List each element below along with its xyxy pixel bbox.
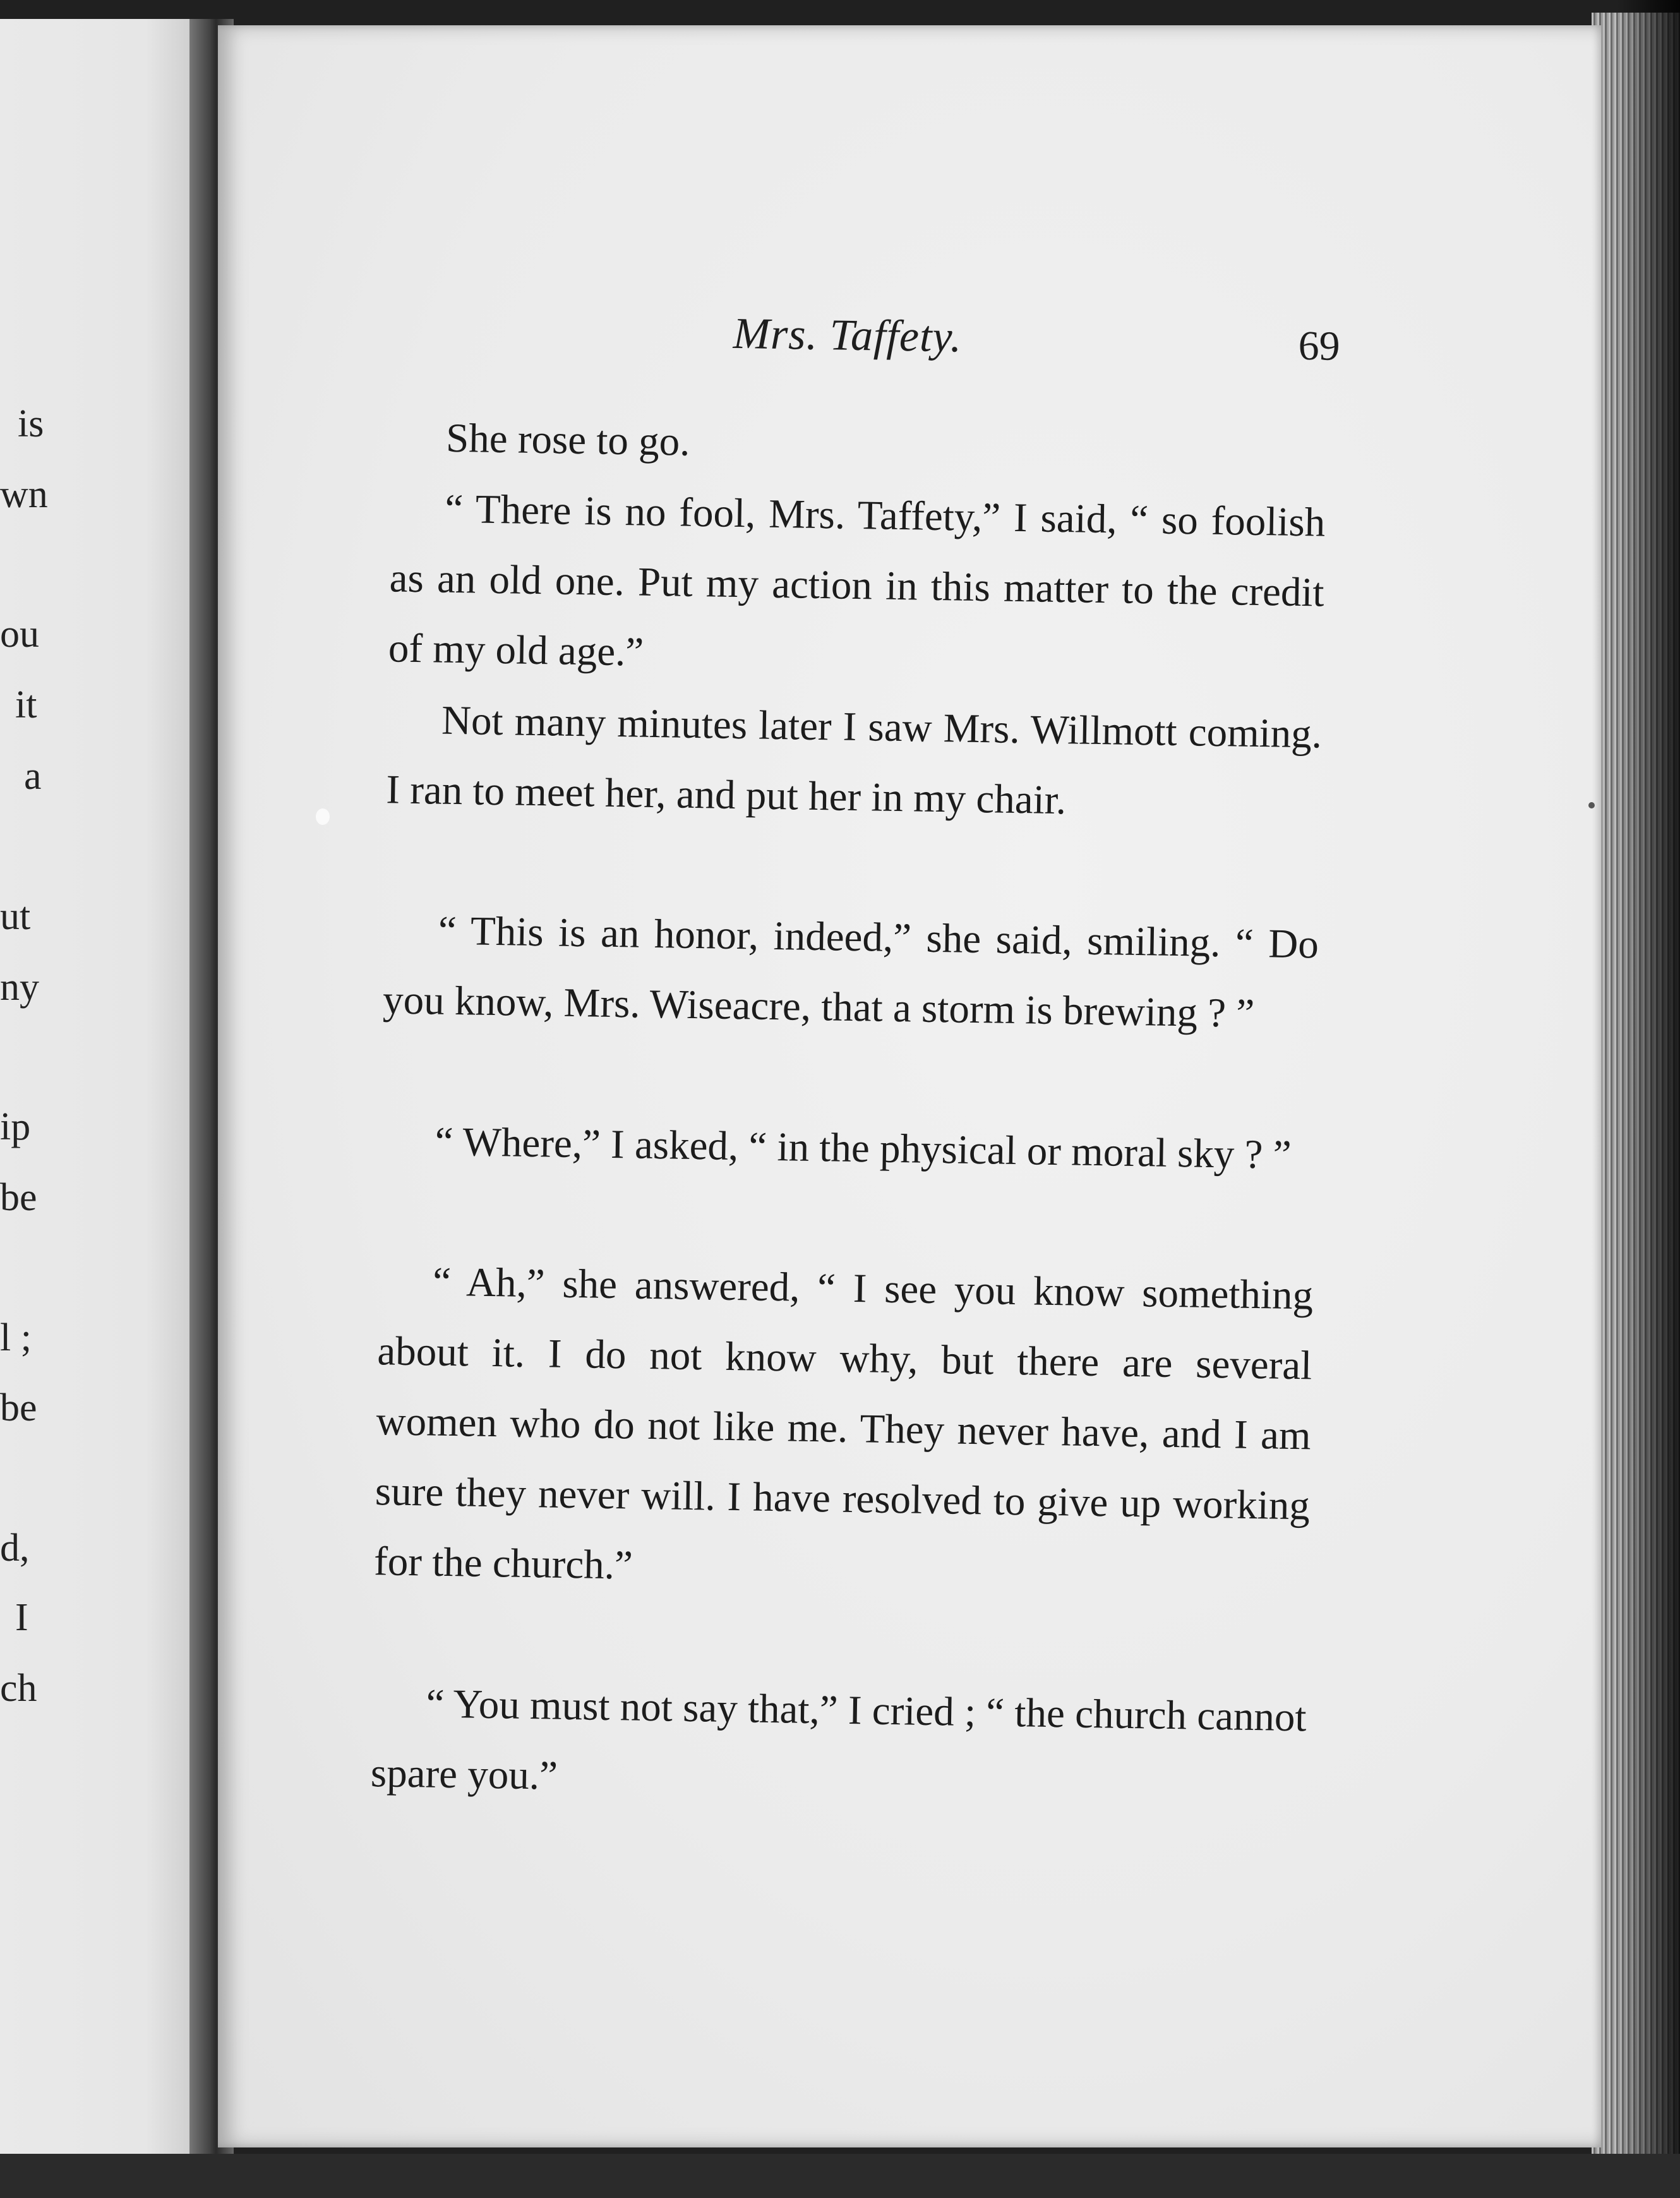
paragraph: Not many minutes later I saw Mrs. Willmott coming. I ran to meet her, and put her in my chair.: [385, 697, 1323, 824]
binding-bottom: [0, 2154, 1680, 2198]
paragraph: “ You must not say that,” I cried ; “ the church cannot spare you.”: [370, 1681, 1307, 1799]
left-page-fragment: be: [0, 1386, 37, 1429]
page-number: 69: [1298, 322, 1341, 369]
paragraph: “ This is an honor, indeed,” she said, smiling. “ Do you know, Mrs. Wiseacre, that a storm is brewing ? ”: [382, 908, 1319, 1036]
left-page-fragment: be: [0, 1176, 37, 1219]
page-content: [200, 13, 1616, 2157]
left-page-fragment: l ;: [0, 1316, 32, 1359]
left-page-fragment: ip: [0, 1105, 31, 1148]
running-head: Mrs. Taffety.: [733, 309, 963, 362]
left-page-fragment: ch: [0, 1667, 37, 1710]
left-page-fragment: ny: [0, 966, 39, 1009]
paragraph: “ Where,” I asked, “ in the physical or moral sky ? ”: [435, 1119, 1292, 1178]
left-page-fragment: ou: [0, 613, 39, 656]
paper-speck: [316, 808, 330, 825]
left-page-fragment: it: [15, 683, 37, 726]
left-page-fragment: is: [18, 402, 44, 445]
page-edges-shadow: [1617, 0, 1680, 2198]
left-page: [0, 19, 208, 2179]
book-page: [218, 25, 1601, 2147]
paragraph: She rose to go.: [445, 415, 691, 465]
paper-speck: [1588, 802, 1595, 808]
left-page-fragment: a: [24, 755, 42, 798]
left-page-fragment: I: [15, 1596, 28, 1639]
left-page-fragment: wn: [0, 473, 48, 516]
left-page-fragment: ut: [0, 895, 31, 938]
paragraph: “ Ah,” she answered, “ I see you know something about it. I do not know why, but there are several women who do not like me. They never have, and I am sure they never will. I have resolved to give up working for the church.”: [373, 1259, 1314, 1588]
left-page-fragment: d,: [0, 1527, 30, 1570]
paragraph: “ There is no fool, Mrs. Taffety,” I said, “ so foolish as an old one. Put my action in this matter to the credit of my old age.”: [388, 486, 1326, 675]
